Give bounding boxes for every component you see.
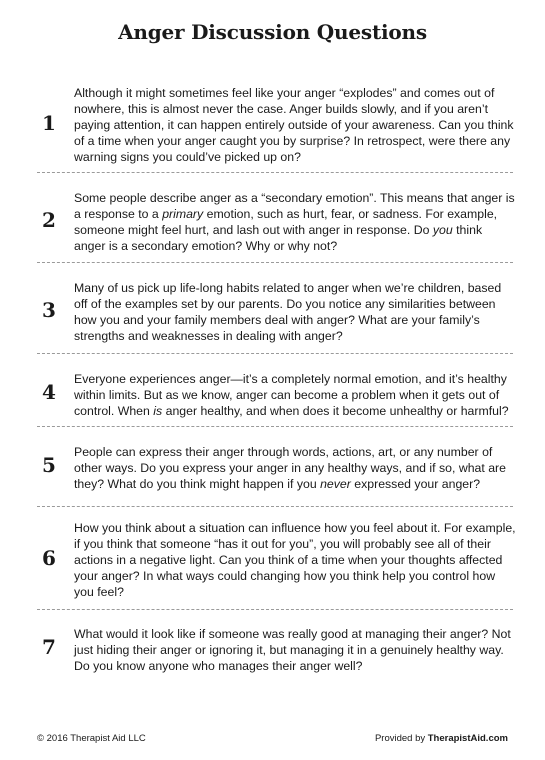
question-text-part: People can express their anger through words, actions, art, or any number of other ways. Do you express your anger in any healthy ways, and if so, what are they? What do you think might happen if you bbox=[74, 445, 506, 491]
dashed-divider bbox=[37, 262, 513, 263]
question-text bbox=[74, 85, 516, 165]
question-number: 4 bbox=[42, 380, 56, 404]
question-text-part: Some people describe anger as a “secondary emotion”. This means that anger is a response to a bbox=[74, 191, 515, 221]
dashed-divider bbox=[37, 353, 513, 354]
question-number: 3 bbox=[42, 298, 56, 322]
question-text-part: What would it look like if someone was really good at managing their anger? Not just hiding their anger or ignoring it, but managing it in a genuinely healthy way. Do you know anyone who manages their anger well? bbox=[74, 627, 511, 673]
question-number: 5 bbox=[42, 453, 56, 477]
question-text-part: anger healthy, and when does it become unhealthy or harmful? bbox=[162, 404, 509, 418]
question-text-part: think anger is a secondary emotion? Why or why not? bbox=[74, 223, 483, 253]
provided-by-label: Provided by bbox=[374, 733, 428, 744]
question-text-part: Although it might sometimes feel like your anger “explodes” and comes out of nowhere, this is almost never the case. Anger builds slowly, and if you aren’t paying attention, it can happen entirely outside of your awareness. Can you think of a time when your anger caught you by surprise? In retrospect, were there any warning signs you could’ve picked up on? bbox=[74, 86, 514, 164]
question-text-part: expressed your anger? bbox=[350, 477, 481, 491]
provided-by bbox=[375, 733, 508, 744]
question-text bbox=[74, 371, 516, 419]
question-text-part: emotion, such as hurt, fear, or sadness. For example, someone might feel hurt, and lash out with anger in response. Do bbox=[74, 207, 498, 237]
question-text-part: Everyone experiences anger—it’s a completely normal emotion, and it’s healthy within limits. But as we know, anger can become a problem when it gets out of control. When bbox=[74, 372, 507, 418]
question-text-part: How you think about a situation can influence how you feel about it. For example, if you think that someone “has it out for you”, you will probably see all of their actions in a negative light. Can you think of a time when your thoughts affected your anger? In what ways could changing how you think help you control how you feel? bbox=[74, 521, 516, 599]
question-number: 2 bbox=[42, 208, 56, 232]
dashed-divider bbox=[37, 426, 513, 427]
question-text bbox=[74, 280, 516, 344]
dashed-divider bbox=[37, 172, 513, 173]
question-text-emphasis: is bbox=[153, 404, 163, 418]
page-title: Anger Discussion Questions bbox=[118, 20, 427, 44]
question-text-emphasis: you bbox=[432, 223, 453, 237]
question-number: 7 bbox=[42, 635, 56, 659]
question-number: 6 bbox=[42, 546, 56, 570]
question-text bbox=[74, 626, 516, 674]
copyright-notice: © 2016 Therapist Aid LLC bbox=[37, 733, 146, 744]
question-text bbox=[74, 190, 516, 254]
question-text bbox=[74, 520, 516, 600]
dashed-divider bbox=[37, 506, 513, 507]
question-text-emphasis: never bbox=[320, 477, 351, 491]
question-text-emphasis: primary bbox=[162, 207, 204, 221]
question-text bbox=[74, 444, 516, 492]
question-text-part: Many of us pick up life-long habits related to anger when we’re children, based off of the examples set by our parents. Do you notice any similarities between how you and your family members deal with anger? What are your family’s strengths and weaknesses in dealing with anger? bbox=[74, 281, 502, 343]
question-number: 1 bbox=[42, 111, 56, 135]
brand-name: TherapistAid.com bbox=[427, 733, 508, 744]
dashed-divider bbox=[37, 609, 513, 610]
